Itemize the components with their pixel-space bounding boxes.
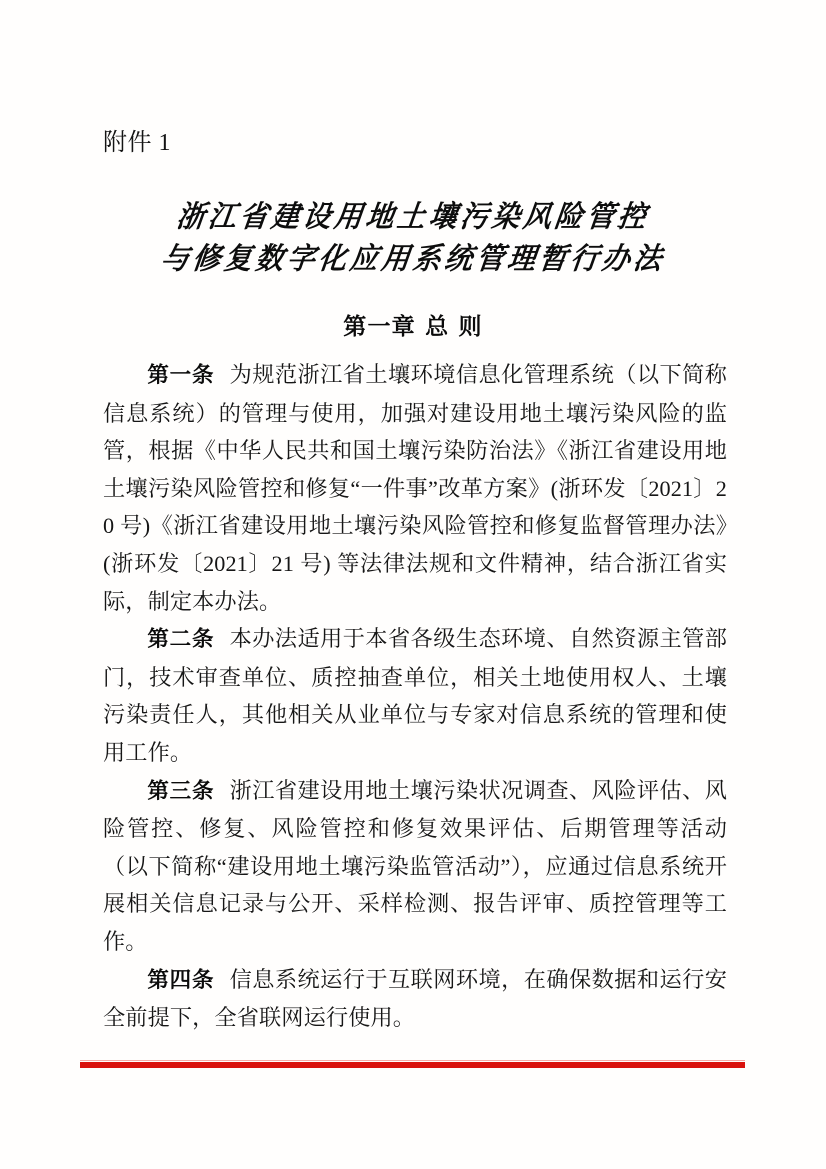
article-paragraph-2 xyxy=(103,620,727,771)
article-number-2: 第二条 xyxy=(147,627,215,653)
footer-red-rule xyxy=(80,1062,745,1068)
article-text-4: 信息系统运行于互联网环境，在确保数据和运行安全前提下，全省联网运行使用。 xyxy=(103,966,727,1031)
attachment-label: 附件 1 xyxy=(103,130,171,156)
article-text-2: 本办法适用于本省各级生态环境、自然资源主管部门，技术审查单位、质控抽查单位，相关土地使用权人、土壤污染责任人，其他相关从业单位与专家对信息系统的管理和使用工作。 xyxy=(103,626,727,765)
chapter-heading: 第一章 总 则 xyxy=(343,314,483,340)
article-paragraph-1 xyxy=(103,356,727,620)
article-number-3: 第三条 xyxy=(147,778,215,804)
article-paragraph-4 xyxy=(103,961,727,1037)
article-text-3: 浙江省建设用地土壤污染状况调查、风险评估、风险管控、修复、风险管控和修复效果评估、后期管理等活动（以下简称“建设用地土壤污染监管活动”），应通过信息系统开展相关信息记录与公开、采样检测、报告评审、质控管理等工作。 xyxy=(103,777,727,954)
article-number-1: 第一条 xyxy=(147,363,215,388)
document-title-line-2: 与修复数字化应用系统管理暂行办法 xyxy=(158,240,668,276)
document-title xyxy=(0,196,826,280)
document-title-line-1: 浙江省建设用地土壤污染风险管控 xyxy=(174,198,652,234)
document-body xyxy=(103,356,727,1037)
article-number-4: 第四条 xyxy=(147,967,215,993)
article-paragraph-3 xyxy=(103,772,727,961)
article-text-1: 为规范浙江省土壤环境信息化管理系统（以下简称信息系统）的管理与使用，加强对建设用地土壤污染风险的监管，根据《中华人民共和国土壤污染防治法》《浙江省建设用地土壤污染风险管控和修复“一件事”改革方案》(浙环发〔2021〕20 号)《浙江省建设用地土壤污染风险管控和修复监督管理办法》(浙环发〔2021〕21 号) 等法律法规和文件精神，结合浙江省实际，制定本办法。 xyxy=(103,362,727,614)
